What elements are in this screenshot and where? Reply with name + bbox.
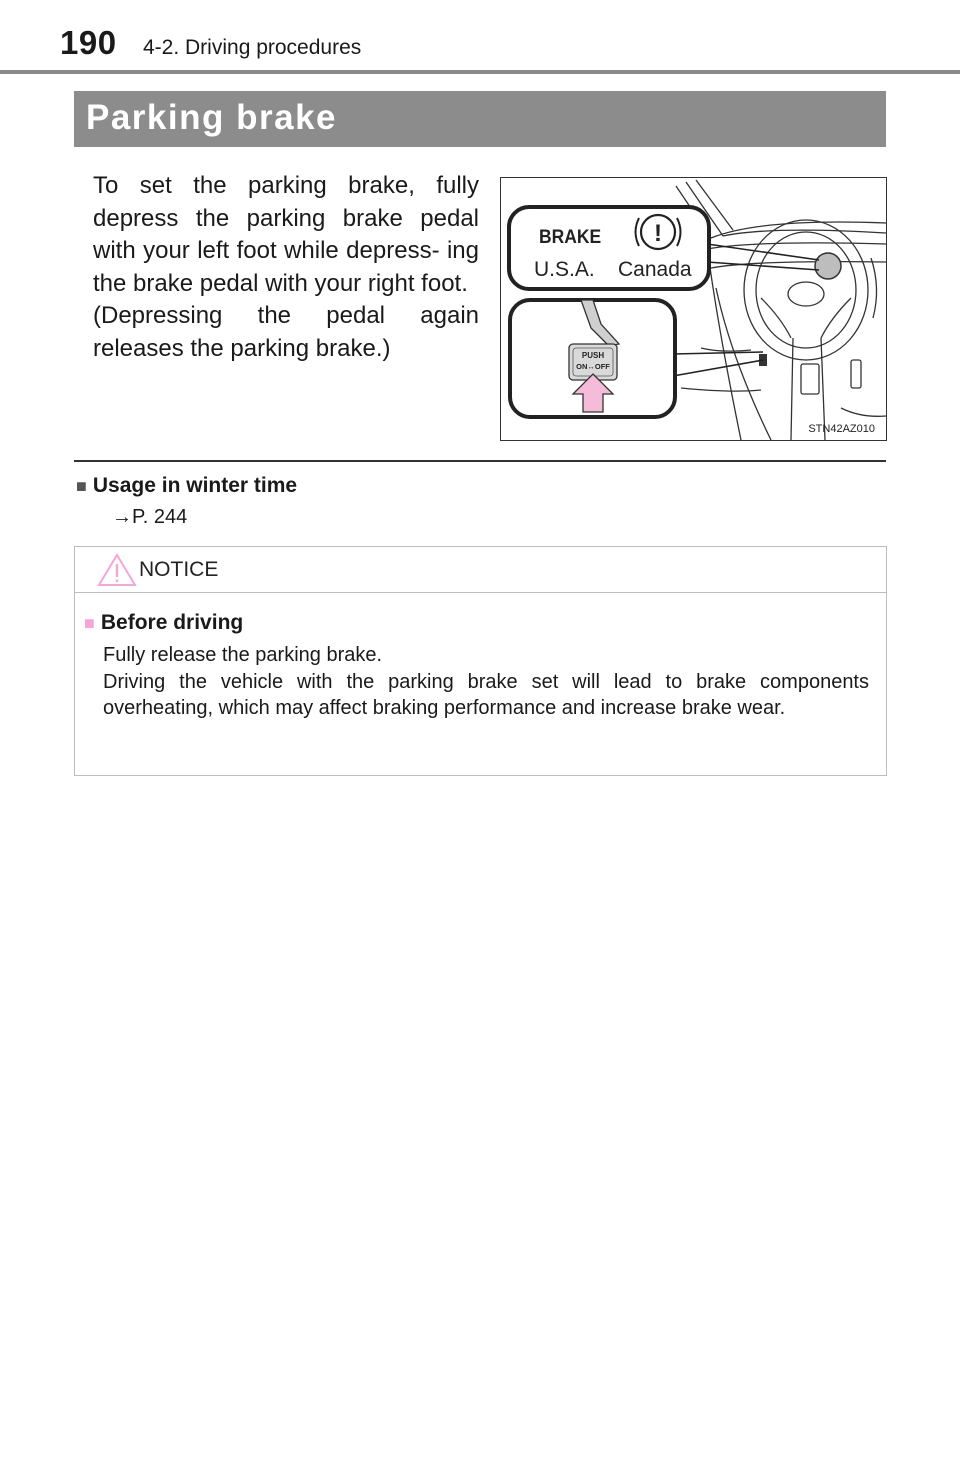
- brake-warning-text: BRAKE: [539, 225, 602, 248]
- notice-body: [103, 642, 869, 722]
- figure-code: STN42AZ010: [808, 423, 875, 435]
- notice-line-2: Driving the vehicle with the parking brake set will lead to brake components overheating, which may affect braking performance and increase brake wear.: [103, 670, 869, 719]
- notice-header: [75, 547, 886, 593]
- notice-subheading: [84, 611, 243, 635]
- intro-paragraph-1: To set the parking brake, fully depress the parking brake pedal with your left foot while depress- ing the brake pedal with your right foot.: [93, 172, 479, 297]
- usa-label: U.S.A.: [534, 258, 595, 281]
- on-off-label: ON↔OFF: [576, 362, 610, 371]
- page-title: Parking brake: [86, 98, 337, 137]
- notice-box: [74, 546, 887, 776]
- section-label: 4-2. Driving procedures: [143, 36, 362, 59]
- winter-heading: [76, 474, 297, 498]
- brake-light-indicator: [815, 253, 841, 279]
- parking-brake-figure: [500, 177, 887, 441]
- svg-text:!: !: [654, 220, 662, 247]
- title-bar: [74, 91, 886, 147]
- warning-triangle-icon: [97, 553, 137, 587]
- square-bullet-icon: ■: [76, 476, 87, 496]
- pink-square-bullet-icon: ■: [84, 613, 95, 633]
- notice-label: NOTICE: [139, 558, 219, 581]
- page-number: 190: [60, 24, 117, 61]
- figure-illustration: [501, 178, 886, 440]
- header-rule: [0, 70, 960, 74]
- winter-reference-link[interactable]: →P. 244: [112, 506, 188, 528]
- notice-line-1: Fully release the parking brake.: [103, 644, 383, 666]
- winter-heading-text: Usage in winter time: [92, 474, 298, 497]
- section-rule: [74, 460, 886, 462]
- intro-text: [93, 170, 479, 365]
- canada-label: Canada: [618, 258, 692, 281]
- notice-subheading-text: Before driving: [100, 611, 244, 634]
- intro-paragraph-2: (Depressing the pedal again releases the parking brake.): [93, 302, 479, 362]
- push-label: PUSH: [581, 351, 605, 360]
